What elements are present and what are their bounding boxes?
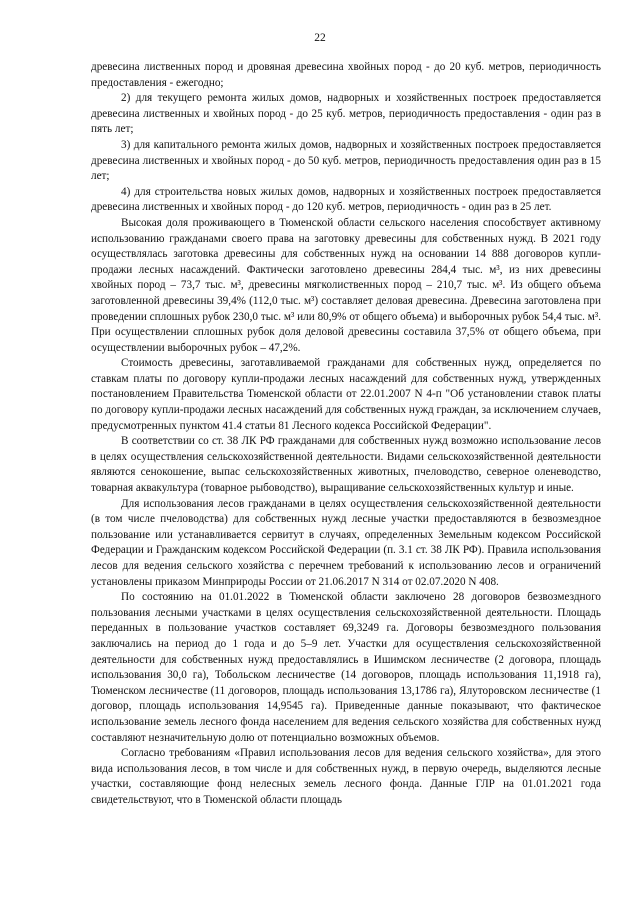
paragraph-rural-population-harvest: Высокая доля проживающего в Тюменской области сельского населения способствует активному использованию гражданами своего права на заготовку древесины для собственных нужд. В 2021 году осуществлялась заготовка древесины для собственных нужд на основании 14 888 договоров купли-продажи лесных насаждений. Фактически заготовлено древесины 284,4 тыс. м³, из них древесины хвойных пород – 73,7 тыс. м³, древесины мягколиственных пород – 210,7 тыс. м³. Из общего объема заготовленной древесины 39,4% (112,0 тыс. м³) составляет деловая древесина. Древесина заготовлена при проведении сплошных рубок 230,0 тыс. м³ или 80,9% от общего объема) и выборочных рубок 54,4 тыс. м³. При осуществлении сплошных рубок доля деловой древесины составила 37,5% от общего объема, при осуществлении выборочных рубок – 47,2%. bbox=[91, 216, 601, 354]
paragraph-firewood-continuation: древесина лиственных пород и дровяная древесина хвойных пород - до 20 куб. метров, периодичность предоставления - ежегодно; bbox=[91, 61, 601, 89]
paragraph-forest-use-rules: Для использования лесов гражданами в целях осуществления сельскохозяйственной деятельности (в том числе пчеловодства) для собственных нужд лесные участки предоставляются в безвозмездное пользование или устанавливается сервитут в случаях, определенных Земельным кодексом Российской Федерации и Гражданским кодексом Российской Федерации (п. 3.1 ст. 38 ЛК РФ). Правила использования лесов для ведения сельского хозяйства с перечнем требований к использованию лесов и ограничений установлены приказом Минприроды России от 21.06.2017 N 314 от 02.07.2020 N 408. bbox=[91, 497, 601, 588]
paragraph-non-forest-lands: Согласно требованиям «Правил использования лесов для ведения сельского хозяйства», для этого вида использования лесов, в том числе и для собственных нужд, в первую очередь, выделяются лесные участки, составляющие фонд нелесных земель лесного фонда. Данные ГЛР на 01.01.2021 года свидетельствуют, что в Тюменской области площадь bbox=[91, 747, 601, 806]
paragraph-current-repair: 2) для текущего ремонта жилых домов, надворных и хозяйственных построек предоставляется древесина лиственных и хвойных пород - до 25 куб. метров, периодичность предоставления - один раз в пять лет; bbox=[91, 92, 601, 136]
paragraph-contracts-status: По состоянию на 01.01.2022 в Тюменской области заключено 28 договоров безвозмездного пользования лесными участками в целях осуществления сельскохозяйственной деятельности. Площадь переданных в пользование участков составляет 69,3249 га. Договоры безвозмездного пользования заключались на период до 1 года и до 5–9 лет. Участки для осуществления сельскохозяйственной деятельности для собственных нужд предоставлялись в Ишимском лесничестве (2 договора, площадь использования 30,0 га), Тобольском лесничестве (14 договоров, площадь использования 11,1918 га), Тюменском лесничестве (11 договоров, площадь использования 13,1786 га), Ялуторовском лесничестве (1 договор, площадь использования 14,9545 га). Приведенные данные показывают, что фактическое использование земель лесного фонда населением для ведения сельского хозяйства для собственных нужд составляют незначительную долю от потенциально возможных объемов. bbox=[91, 591, 601, 744]
document-body bbox=[91, 60, 601, 809]
paragraph-capital-repair: 3) для капитального ремонта жилых домов, надворных и хозяйственных построек предоставляется древесина лиственных и хвойных пород - до 50 куб. метров, периодичность предоставления один раз в 15 лет; bbox=[91, 138, 601, 183]
paragraph-new-construction: 4) для строительства новых жилых домов, надворных и хозяйственных построек предоставляется древесина лиственных и хвойных пород - до 120 куб. метров, периодичность - один раз в 25 лет. bbox=[91, 185, 601, 214]
paragraph-agricultural-activity: В соответствии со ст. 38 ЛК РФ гражданами для собственных нужд возможно использование лесов в целях осуществления сельскохозяйственной деятельности. Видами сельскохозяйственной деятельности являются сенокошение, выпас сельскохозяйственных животных, пчеловодство, северное оленеводство, товарная аквакультура (товарное рыбоводство), выращивание сельскохозяйственных культур и иные. bbox=[91, 435, 601, 495]
paragraph-wood-cost: Стоимость древесины, заготавливаемой гражданами для собственных нужд, определяется по ставкам платы по договору купли-продажи лесных насаждений для собственных нужд, утвержденных постановлением Правительства Тюменской области от 22.01.2007 N 4-п "Об установлении ставок платы по договору купли-продажи лесных насаждений для собственных нужд граждан, за исключением случаев, предусмотренных пунктом 41.4 статьи 81 Лесного кодекса Российской Федерации". bbox=[91, 357, 601, 432]
page-number: 22 bbox=[314, 32, 326, 44]
